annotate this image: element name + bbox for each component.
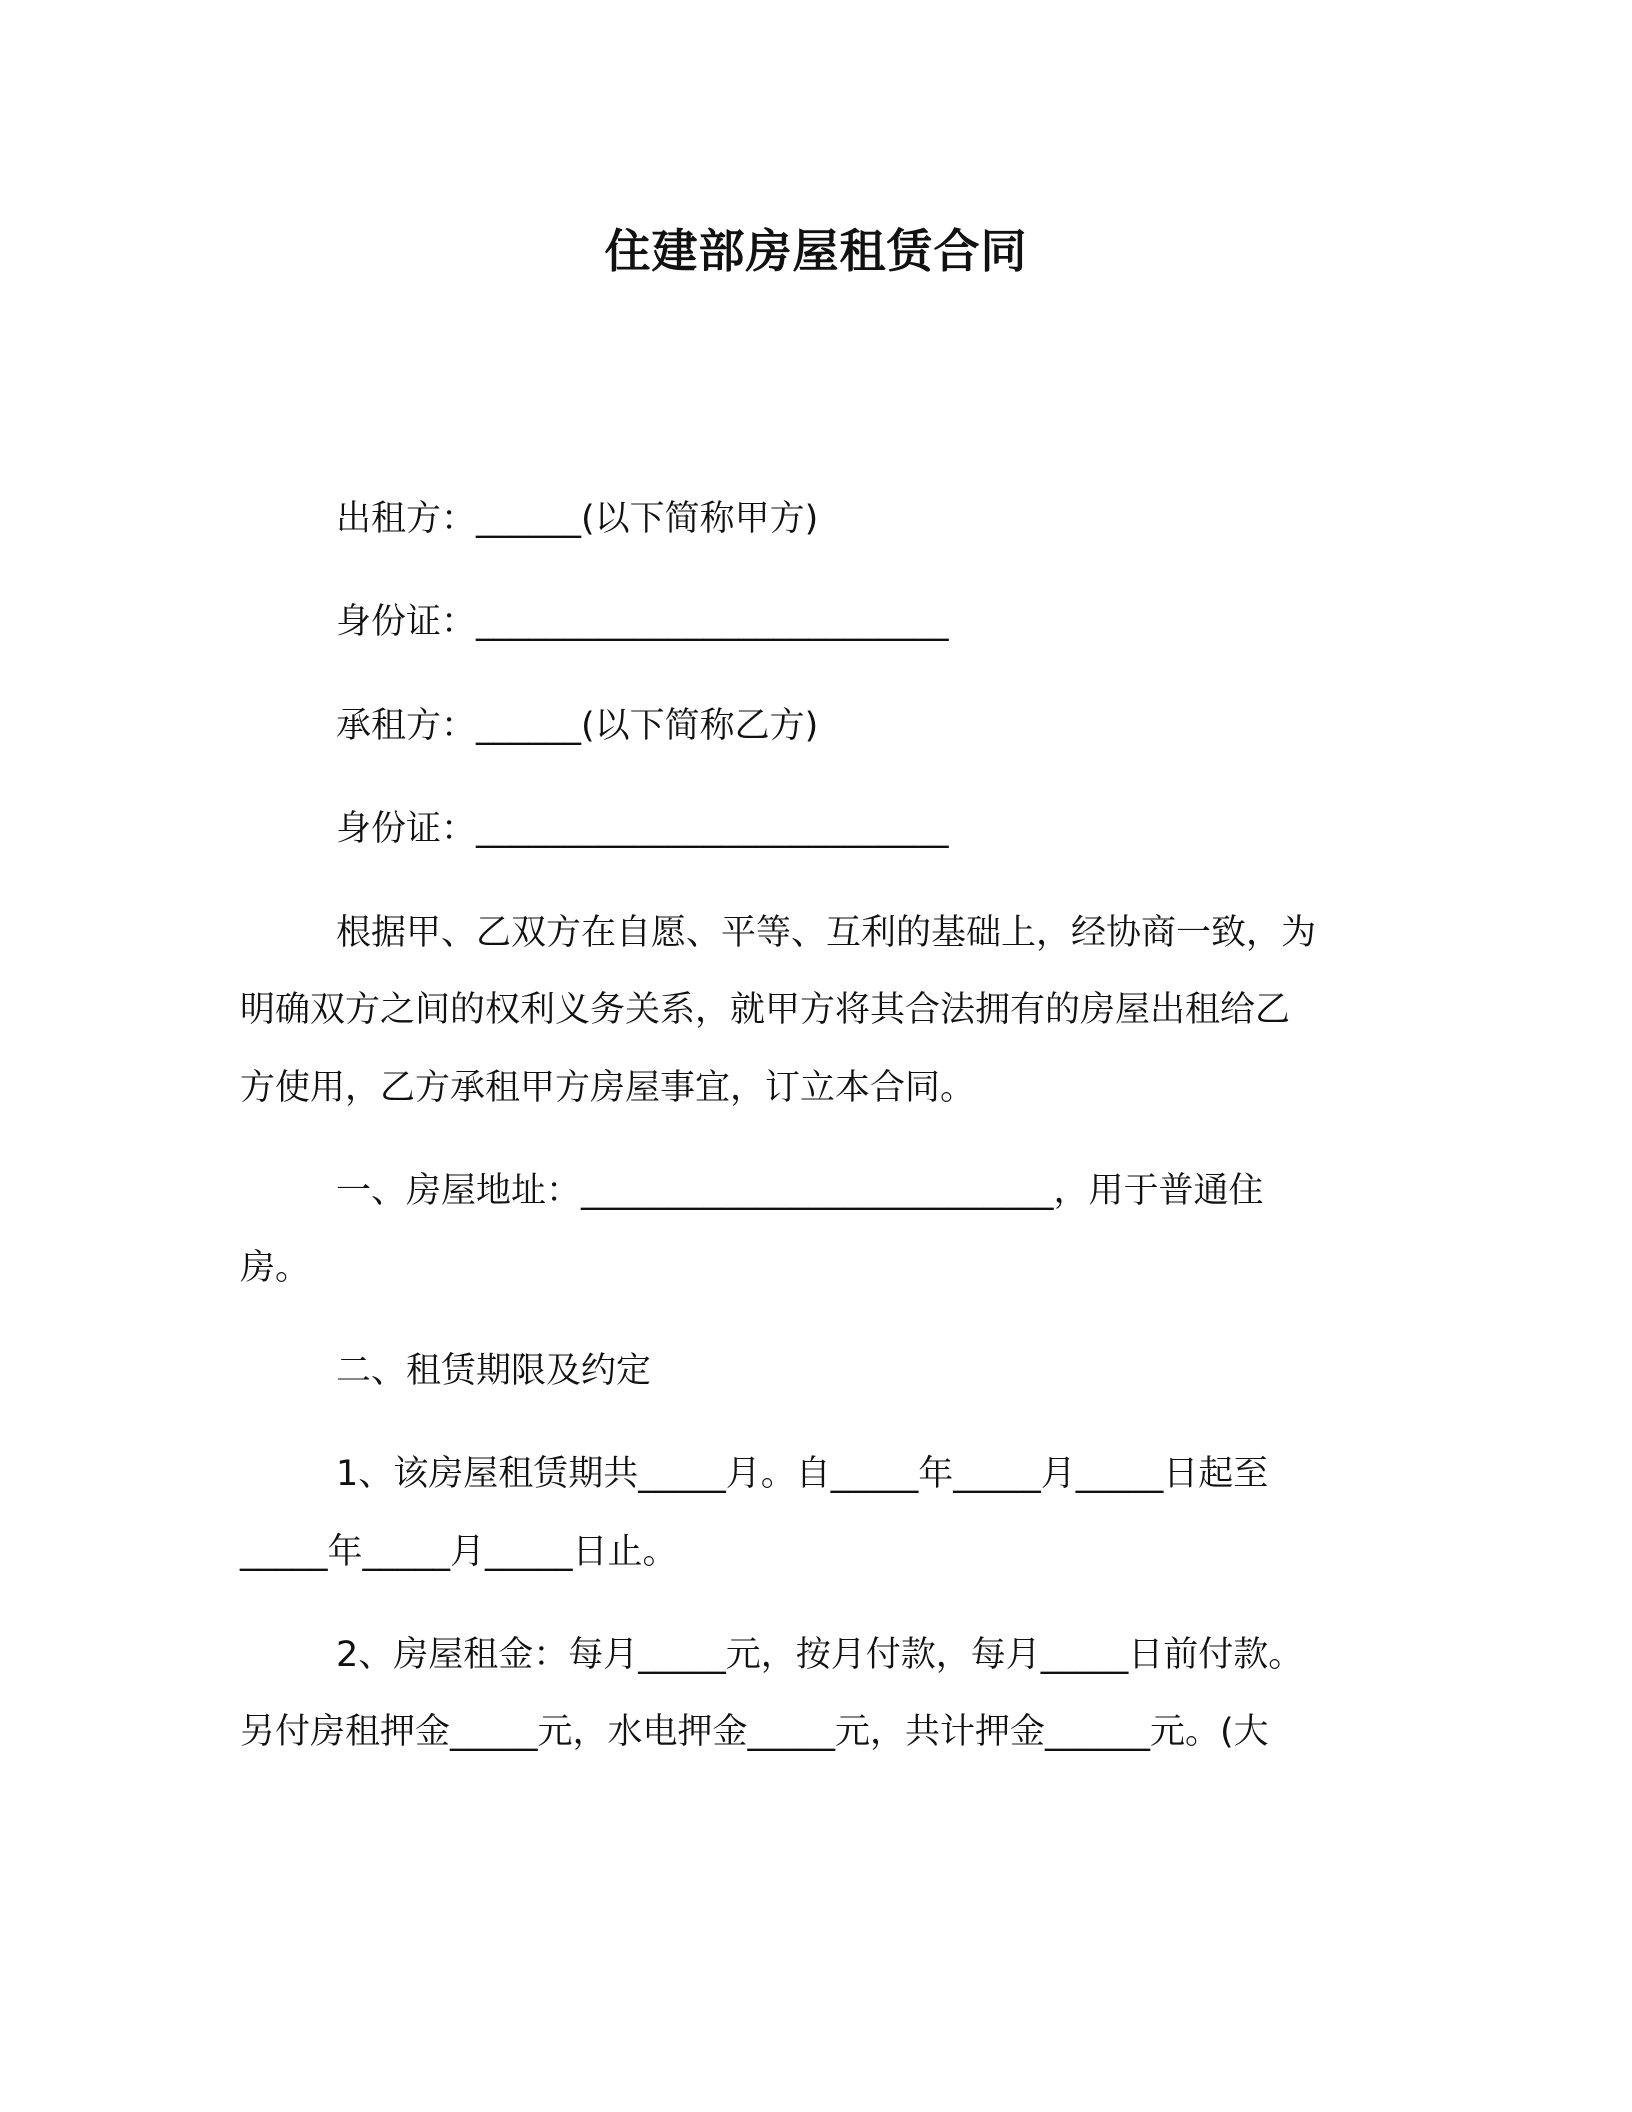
clause-1-line-2: 房。 (240, 1248, 311, 1288)
rent-line-1: 2、房屋租金：每月_____元，按月付款，每月_____日前付款。 (336, 1635, 1304, 1675)
clause-1-line-1: 一、房屋地址：___________________________，用于普通住 (336, 1171, 1264, 1211)
document-title: 住建部房屋租赁合同 (604, 224, 1028, 278)
lessee-line: 承租方：______(以下简称乙方) (336, 706, 819, 746)
lessee-id-line: 身份证：___________________________ (336, 809, 949, 849)
lessor-id-line: 身份证：___________________________ (336, 602, 949, 642)
lessor-line: 出租方：______(以下简称甲方) (336, 499, 819, 539)
preamble-line-2: 明确双方之间的权利义务关系，就甲方将其合法拥有的房屋出租给乙 (240, 990, 1291, 1030)
preamble-line-3: 方使用，乙方承租甲方房屋事宜，订立本合同。 (240, 1068, 976, 1108)
clause-2-heading: 二、租赁期限及约定 (336, 1351, 652, 1391)
preamble-line-1: 根据甲、乙双方在自愿、平等、互利的基础上，经协商一致，为 (336, 913, 1317, 953)
term-line-2: _____年_____月_____日止。 (240, 1532, 678, 1572)
rent-line-2: 另付房租押金_____元，水电押金_____元，共计押金______元。(大 (240, 1712, 1269, 1752)
term-line-1: 1、该房屋租赁期共_____月。自_____年_____月_____日起至 (336, 1454, 1269, 1494)
